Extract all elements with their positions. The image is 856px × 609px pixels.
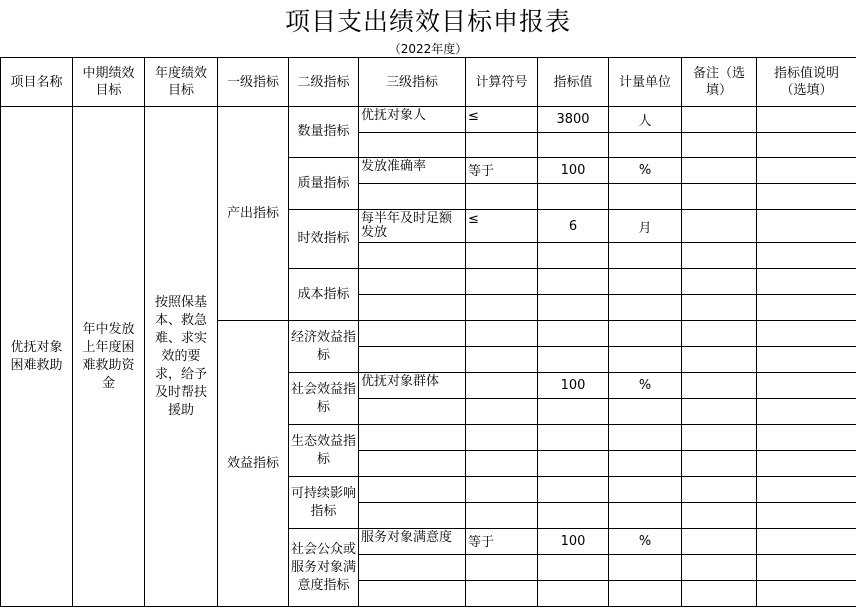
remark-cell xyxy=(682,107,757,133)
explain-cell xyxy=(757,107,856,133)
unit-cell: 月 xyxy=(609,210,682,243)
level3-cell: 发放准确率 xyxy=(359,158,466,184)
level3-cell: 优抚对象人 xyxy=(359,107,466,133)
header-level2: 二级指标 xyxy=(289,58,359,107)
level1-benefit: 效益指标 xyxy=(218,321,289,607)
value-cell: 6 xyxy=(538,210,609,243)
level2-timeliness: 时效指标 xyxy=(289,210,359,269)
level1-output: 产出指标 xyxy=(218,107,289,321)
level3-cell: 每半年及时足额发放 xyxy=(359,210,466,243)
level2-satisfaction: 社会公众或服务对象满意度指标 xyxy=(289,529,359,607)
symbol-cell: 等于 xyxy=(466,158,538,184)
header-project-name: 项目名称 xyxy=(1,58,73,107)
value-cell: 100 xyxy=(538,373,609,399)
unit-cell: % xyxy=(609,529,682,555)
header-level3: 三级指标 xyxy=(359,58,466,107)
value-cell: 100 xyxy=(538,529,609,555)
target-table xyxy=(0,57,856,607)
header-remark: 备注（选填） xyxy=(682,58,757,107)
header-row xyxy=(1,58,856,107)
value-cell: 3800 xyxy=(538,107,609,133)
level2-quality: 质量指标 xyxy=(289,158,359,210)
header-annual-target: 年度绩效目标 xyxy=(145,58,218,107)
form-title: 项目支出绩效目标申报表 xyxy=(284,6,571,36)
unit-cell: 人 xyxy=(609,107,682,133)
symbol-cell xyxy=(466,373,538,399)
level2-sustainable: 可持续影响指标 xyxy=(289,477,359,529)
header-level1: 一级指标 xyxy=(218,58,289,107)
annual-target-cell: 按照保基本、救急难、求实效的要求，给予及时帮扶援助 xyxy=(145,107,218,607)
value-cell: 100 xyxy=(538,158,609,184)
level3-cell: 服务对象满意度 xyxy=(359,529,466,555)
header-explain: 指标值说明（选填） xyxy=(757,58,856,107)
unit-cell: % xyxy=(609,158,682,184)
mid-target-cell: 年中发放上年度困难救助资金 xyxy=(73,107,145,607)
level3-cell: 优抚对象群体 xyxy=(359,373,466,399)
level2-social: 社会效益指标 xyxy=(289,373,359,425)
table-row xyxy=(1,107,856,133)
symbol-cell: ≤ xyxy=(466,107,538,133)
symbol-cell: ≤ xyxy=(466,210,538,243)
level2-ecological: 生态效益指标 xyxy=(289,425,359,477)
level2-cost: 成本指标 xyxy=(289,269,359,321)
form-year: （2022年度） xyxy=(388,41,468,56)
level2-economic: 经济效益指标 xyxy=(289,321,359,373)
project-name-cell: 优抚对象困难救助 xyxy=(1,107,73,607)
header-unit: 计量单位 xyxy=(609,58,682,107)
symbol-cell: 等于 xyxy=(466,529,538,555)
header-mid-target: 中期绩效目标 xyxy=(73,58,145,107)
level2-quantity: 数量指标 xyxy=(289,107,359,158)
header-value: 指标值 xyxy=(538,58,609,107)
header-symbol: 计算符号 xyxy=(466,58,538,107)
unit-cell: % xyxy=(609,373,682,399)
